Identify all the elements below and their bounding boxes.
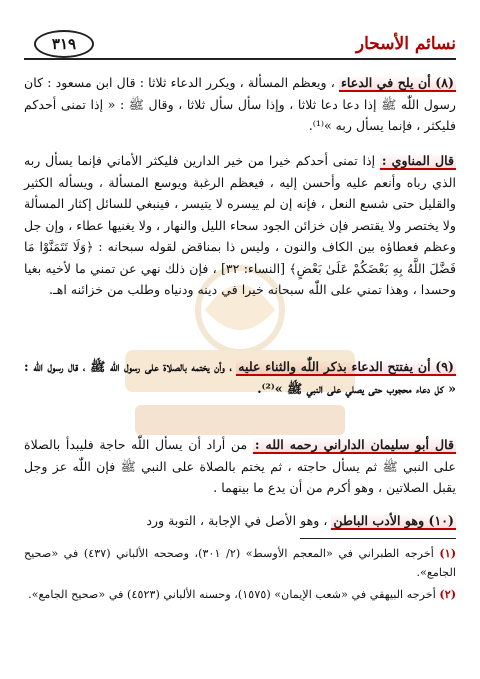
page-header [24, 28, 456, 64]
paragraph-munawi [24, 150, 456, 301]
paragraph-9-text: ، وأن يختمه بالصلاة على رسول اللّٰه ﷺ ، قال رسول اللّٰه : « كل دعاء محجوب حتى يصلي على النبي ﷺ »⁽²⁾. [24, 359, 456, 396]
footnote-1-text: أخرجه الطبراني في «المعجم الأوسط» (٢/ ٣٠١)، وصححه الألباني (٤٣٧) في «صحيح الجامع». [24, 547, 456, 579]
paragraph-9 [24, 356, 456, 399]
paragraph-8-text: ، ويعظم المسألة ، ويكرر الدعاء ثلاثا : قال ابن مسعود : كان رسول اللّٰه ﷺ إذا دعا دعا ثلاثا ، وإذا سأل سأل ثلاثا ، وقال ﷺ : « إذا تمنى أحدكم فليكثر ، فإنما يسأل ربه »⁽¹⁾. [24, 75, 456, 133]
section-heading-10: (١٠) وهو الأدب الباطن [333, 513, 454, 528]
paragraph-darani [24, 434, 456, 499]
footnote-1 [24, 544, 456, 582]
running-title: نسائم الأسحار [355, 34, 456, 54]
footnotes [24, 544, 456, 607]
paragraph-8 [24, 72, 456, 137]
quote-heading-darani: قال أبو سليمان الداراني رحمه الله : [254, 437, 455, 452]
footnote-2-number: (٢) [439, 587, 456, 601]
page-number-badge: ٣١٩ [34, 30, 94, 58]
section-heading-9: (٩) أن يفتتح الدعاء بذكر اللّٰه والثناء عليه [238, 359, 454, 374]
paragraph-munawi-text: إذا تمنى أحدكم خيرا من خير الدارين فليكثر الأماني فإنما يسأل ربه الذي رباه وأنعم عليه وأحسن إليه ، فيعظم الرغبة ويوسع المسألة ، ويسأله الكثير والقليل حتى شسع النعل ، فإنه إن لم ييسره لا يتيسر ، فينبغي للسائل إكثار المسألة ولا يختصر ولا يقتصر فإن خزائن الجود سحاء الليل والنهار ، ولا يغنيها عطاء ، وإن جل وعظم فعطاؤه بين الكاف والنون ، وليس ذا بمناقض لقوله سبحانه : ﴿وَلَا تَتَمَنَّوْا مَا فَضَّلَ اللَّهُ بِهِ بَعْضَكُمْ عَلَىٰ بَعْضٍ﴾ [النساء: ٣٢] ، فإن ذلك نهي عن تمني ما لأخيه بغيا وحسدا ، وهذا تمني على اللّٰه سبحانه خيرا في دينه ودنياه وطلب من خزائنه اهـ. [24, 153, 456, 297]
quote-heading-munawi: قال المناوي : [381, 153, 454, 168]
paragraph-10 [24, 510, 456, 532]
footnote-2 [24, 585, 456, 604]
footnote-divider [300, 538, 456, 539]
header-divider [24, 58, 456, 60]
footnote-2-text: أخرجه البيهقي في «شعب الإيمان» (١٥٧٥)، وحسنه الألباني (٤٥٢٣) في «صحيح الجامع». [28, 588, 436, 601]
footnote-1-number: (١) [439, 546, 456, 560]
paragraph-darani-text: من أراد أن يسأل اللّٰه حاجة فليبدأ بالصلاة على النبي ﷺ ثم يسأل حاجته ، ثم يختم بالصلاة على النبي ﷺ فإن اللّٰه عز وجل يقبل الصلاتين ، وهو أكرم من أن يدع ما بينهما . [24, 437, 456, 495]
section-heading-8: (٨) أن يلح في الدعاء [340, 75, 454, 90]
paragraph-10-text: ، وهو الأصل في الإجابة ، التوبة ورد [146, 513, 328, 528]
